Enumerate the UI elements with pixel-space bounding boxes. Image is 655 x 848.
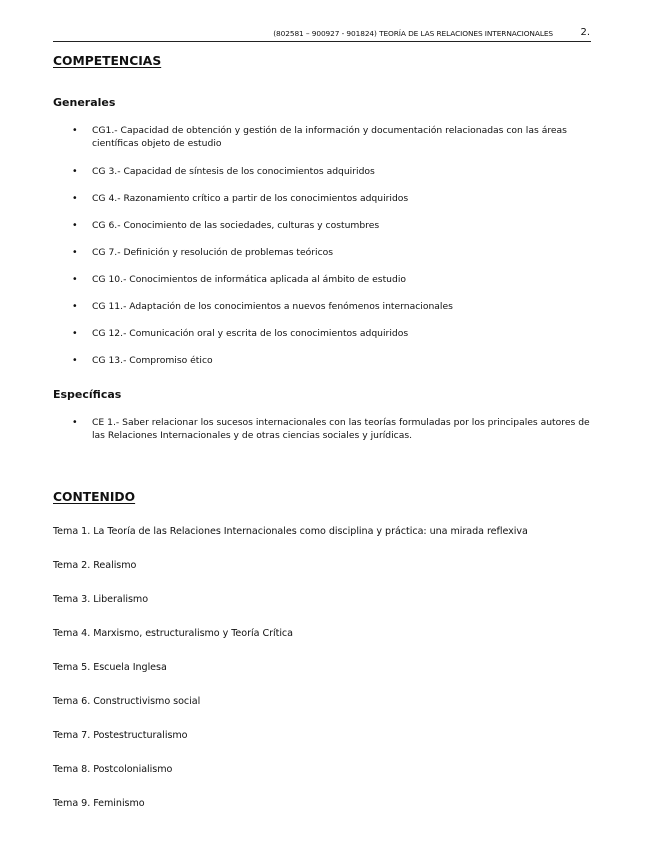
page-number: 2. — [580, 27, 590, 38]
generales-item — [72, 327, 592, 340]
especificas-item — [72, 416, 592, 442]
topic-item: Tema 2. Realismo — [53, 560, 137, 571]
generales-title: Generales — [53, 96, 116, 109]
especificas-title: Específicas — [53, 388, 122, 401]
generales-item-text: CG1.- Capacidad de obtención y gestión de la información y documentación relacionadas con las áreas científicas objeto de estudio — [92, 125, 567, 149]
bullet-icon: • — [72, 166, 78, 177]
generales-item — [72, 354, 592, 367]
generales-item-text: CG 13.- Compromiso ético — [92, 355, 213, 366]
generales-item — [72, 273, 592, 286]
bullet-icon: • — [72, 417, 78, 428]
generales-item-text: CG 7.- Definición y resolución de problemas teóricos — [92, 247, 334, 258]
bullet-icon: • — [72, 355, 78, 366]
header-title: (802581 – 900927 - 901824) TEORÍA DE LAS RELACIONES INTERNACIONALES — [273, 29, 553, 38]
topic-item: Tema 7. Postestructuralismo — [53, 730, 188, 741]
topic-item: Tema 5. Escuela Inglesa — [53, 662, 167, 673]
especificas-item-text: CE 1.- Saber relacionar los sucesos internacionales con las teorías formuladas por los principales autores de las Relaciones Internacionales y de otras ciencias sociales y jurídicas. — [92, 417, 590, 441]
generales-item-text: CG 10.- Conocimientos de informática aplicada al ámbito de estudio — [92, 274, 406, 285]
topic-item: Tema 3. Liberalismo — [53, 594, 149, 605]
bullet-icon: • — [72, 301, 78, 312]
generales-item-text: CG 11.- Adaptación de los conocimientos a nuevos fenómenos internacionales — [92, 301, 453, 312]
generales-item — [72, 124, 592, 150]
topic-item: Tema 4. Marxismo, estructuralismo y Teoría Crítica — [53, 628, 293, 639]
generales-item — [72, 192, 592, 205]
bullet-icon: • — [72, 220, 78, 231]
bullet-icon: • — [72, 274, 78, 285]
bullet-icon: • — [72, 125, 78, 136]
topic-item: Tema 8. Postcolonialismo — [53, 764, 173, 775]
bullet-icon: • — [72, 247, 78, 258]
generales-item-text: CG 4.- Razonamiento crítico a partir de los conocimientos adquiridos — [92, 193, 409, 204]
topic-item: Tema 9. Feminismo — [53, 798, 145, 809]
bullet-icon: • — [72, 193, 78, 204]
topic-item: Tema 1. La Teoría de las Relaciones Internacionales como disciplina y práctica: una mirada reflexiva — [53, 526, 528, 537]
running-header — [53, 27, 591, 42]
generales-item-text: CG 6.- Conocimiento de las sociedades, culturas y costumbres — [92, 220, 380, 231]
generales-item — [72, 165, 592, 178]
competencias-title: COMPETENCIAS — [53, 54, 162, 68]
contenido-title: CONTENIDO — [53, 490, 136, 504]
generales-item-text: CG 12.- Comunicación oral y escrita de los conocimientos adquiridos — [92, 328, 409, 339]
topic-item: Tema 6. Constructivismo social — [53, 696, 201, 707]
generales-item — [72, 246, 592, 259]
bullet-icon: • — [72, 328, 78, 339]
generales-item-text: CG 3.- Capacidad de síntesis de los conocimientos adquiridos — [92, 166, 375, 177]
generales-item — [72, 300, 592, 313]
generales-item — [72, 219, 592, 232]
